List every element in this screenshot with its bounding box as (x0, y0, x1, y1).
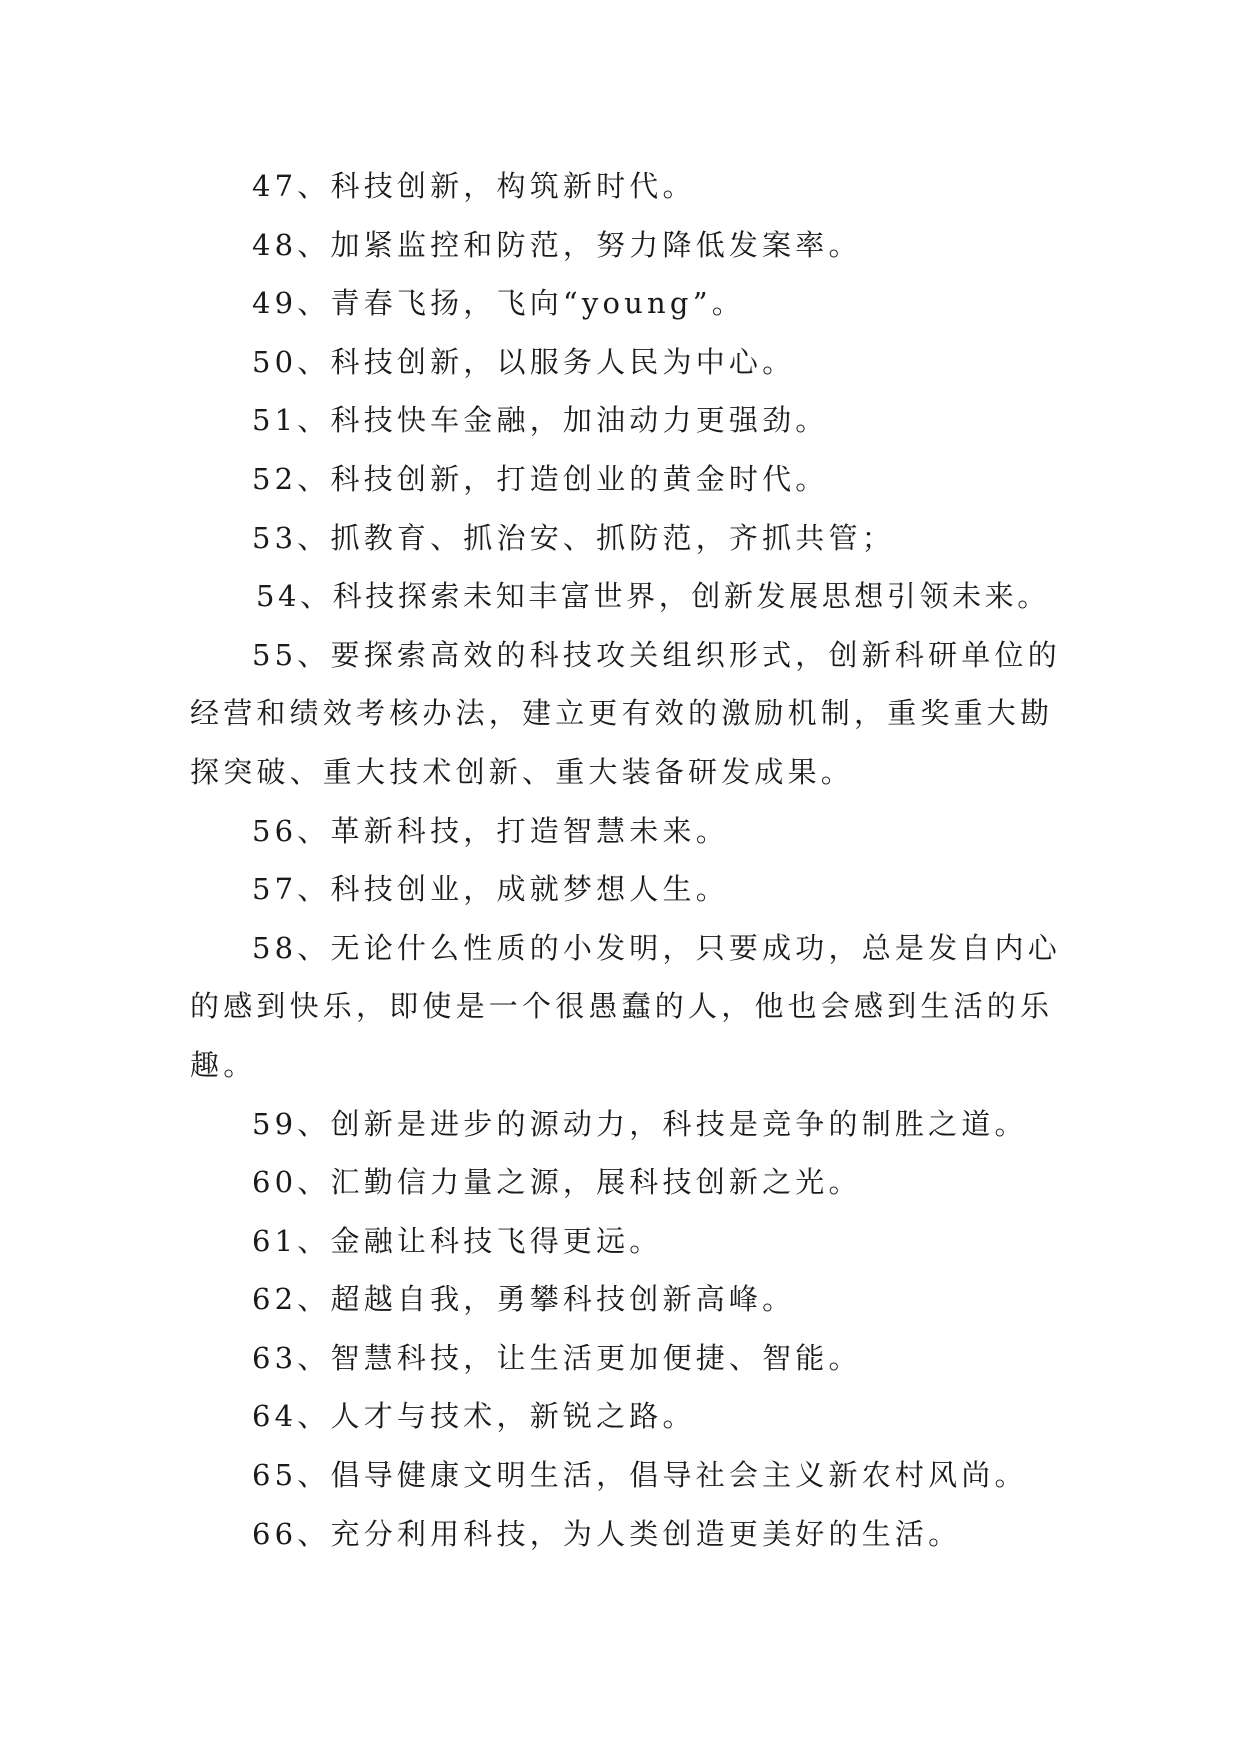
list-item: 58、无论什么性质的小发明，只要成功，总是发自内心的感到快乐，即使是一个很愚蠢的人，他也会感到生活的乐趣。 (190, 930, 1061, 1082)
list-item: 64、人才与技术，新锐之路。 (252, 1399, 696, 1434)
list-item: 55、要探索高效的科技攻关组织形式，创新科研单位的经营和绩效考核办法，建立更有效的激励机制，重奖重大勘探突破、重大技术创新、重大装备研发成果。 (190, 637, 1061, 789)
list-item: 62、超越自我，勇攀科技创新高峰。 (252, 1282, 796, 1317)
list-item: 49、青春飞扬，飞向“young”。 (252, 286, 745, 321)
list-item: 65、倡导健康文明生活，倡导社会主义新农村风尚。 (252, 1458, 1028, 1493)
list-item: 54、科技探索未知丰富世界，创新发展思想引领未来。 (256, 579, 1050, 614)
list-item: 61、金融让科技飞得更远。 (252, 1223, 663, 1258)
list-item: 60、汇勤信力量之源，展科技创新之光。 (252, 1165, 862, 1200)
list-item: 63、智慧科技，让生活更加便捷、智能。 (252, 1340, 862, 1375)
list-item: 57、科技创业，成就梦想人生。 (252, 872, 729, 907)
list-item: 50、科技创新，以服务人民为中心。 (252, 344, 796, 379)
list-item: 51、科技快车金融，加油动力更强劲。 (252, 403, 829, 438)
list-item: 52、科技创新，打造创业的黄金时代。 (252, 461, 829, 496)
list-item: 56、革新科技，打造智慧未来。 (252, 813, 729, 848)
list-item: 53、抓教育、抓治安、抓防范，齐抓共管； (252, 520, 895, 555)
slogan-list (190, 157, 1075, 1563)
list-item: 59、创新是进步的源动力，科技是竞争的制胜之道。 (252, 1106, 1028, 1141)
list-item: 66、充分利用科技，为人类创造更美好的生活。 (252, 1516, 962, 1551)
list-item: 47、科技创新，构筑新时代。 (252, 169, 696, 203)
list-item: 48、加紧监控和防范，努力降低发案率。 (252, 227, 862, 262)
